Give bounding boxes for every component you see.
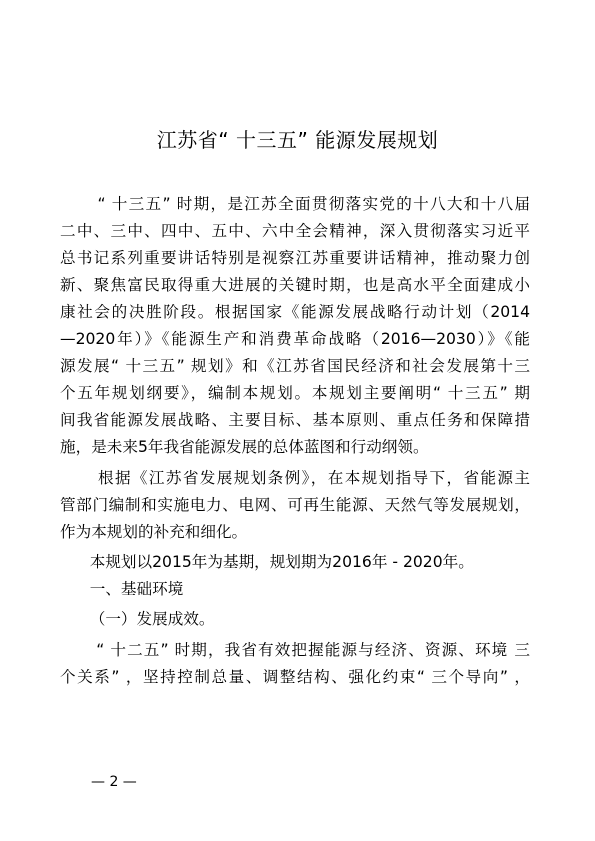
paragraph-line: 作为本规划的补充和细化。: [60, 523, 248, 541]
paragraph-line: 施，是未来5年我省能源发展的总体蓝图和行动纲领。: [60, 438, 429, 456]
paragraph-line: 二中、三中、四中、五中、六中全会精神，深入贯彻落实习近平: [60, 222, 530, 240]
paragraph-line: 根据《江苏省发展规划条例》，在本规划指导下，省能源主: [60, 469, 530, 487]
paragraph-line: 总书记系列重要讲话特别是视察江苏重要讲话精神，推动聚力创: [60, 249, 530, 267]
paragraph-line: —2020年）》《能源生产和消费革命战略（2016—2030）》《能: [60, 330, 530, 348]
paragraph-line: “ 十二五” 时期，我省有效把握能源与经济、资源、环境 三: [60, 641, 530, 659]
document-body: [60, 191, 530, 691]
paragraph-line: 管部门编制和实施电力、电网、可再生能源、天然气等发展规划，: [60, 496, 530, 514]
paragraph-line: 源发展“ 十三五” 规划》和《江苏省国民经济和社会发展第十三: [60, 357, 530, 375]
paragraph-line: “ 十三五” 时期，是江苏全面贯彻落实党的十八大和十八届: [60, 195, 530, 213]
section-heading: 一、基础环境: [60, 580, 184, 598]
document-title: 江苏省“ 十三五” 能源发展规划: [156, 128, 439, 152]
paragraph-line: 间我省能源发展战略、主要目标、基本原则、重点任务和保障措: [60, 411, 530, 429]
subsection-heading: （一）发展成效。: [60, 610, 215, 628]
paragraph-line: 新、聚焦富民取得重大进展的关键时期，也是高水平全面建成小: [60, 276, 530, 294]
paragraph-line: 个五年规划纲要》，编制本规划。本规划主要阐明“ 十三五” 期: [60, 384, 530, 402]
paragraph-line: 个关系” ，坚持控制总量、调整结构、强化约束“ 三个导向” ，: [60, 668, 530, 686]
paragraph-line: 康社会的决胜阶段。根据国家《能源发展战略行动计划（2014: [60, 303, 530, 321]
paragraph-line: 本规划以2015年为基期，规划期为2016年 - 2020年。: [60, 553, 474, 571]
page-number: — 2 —: [91, 774, 137, 790]
